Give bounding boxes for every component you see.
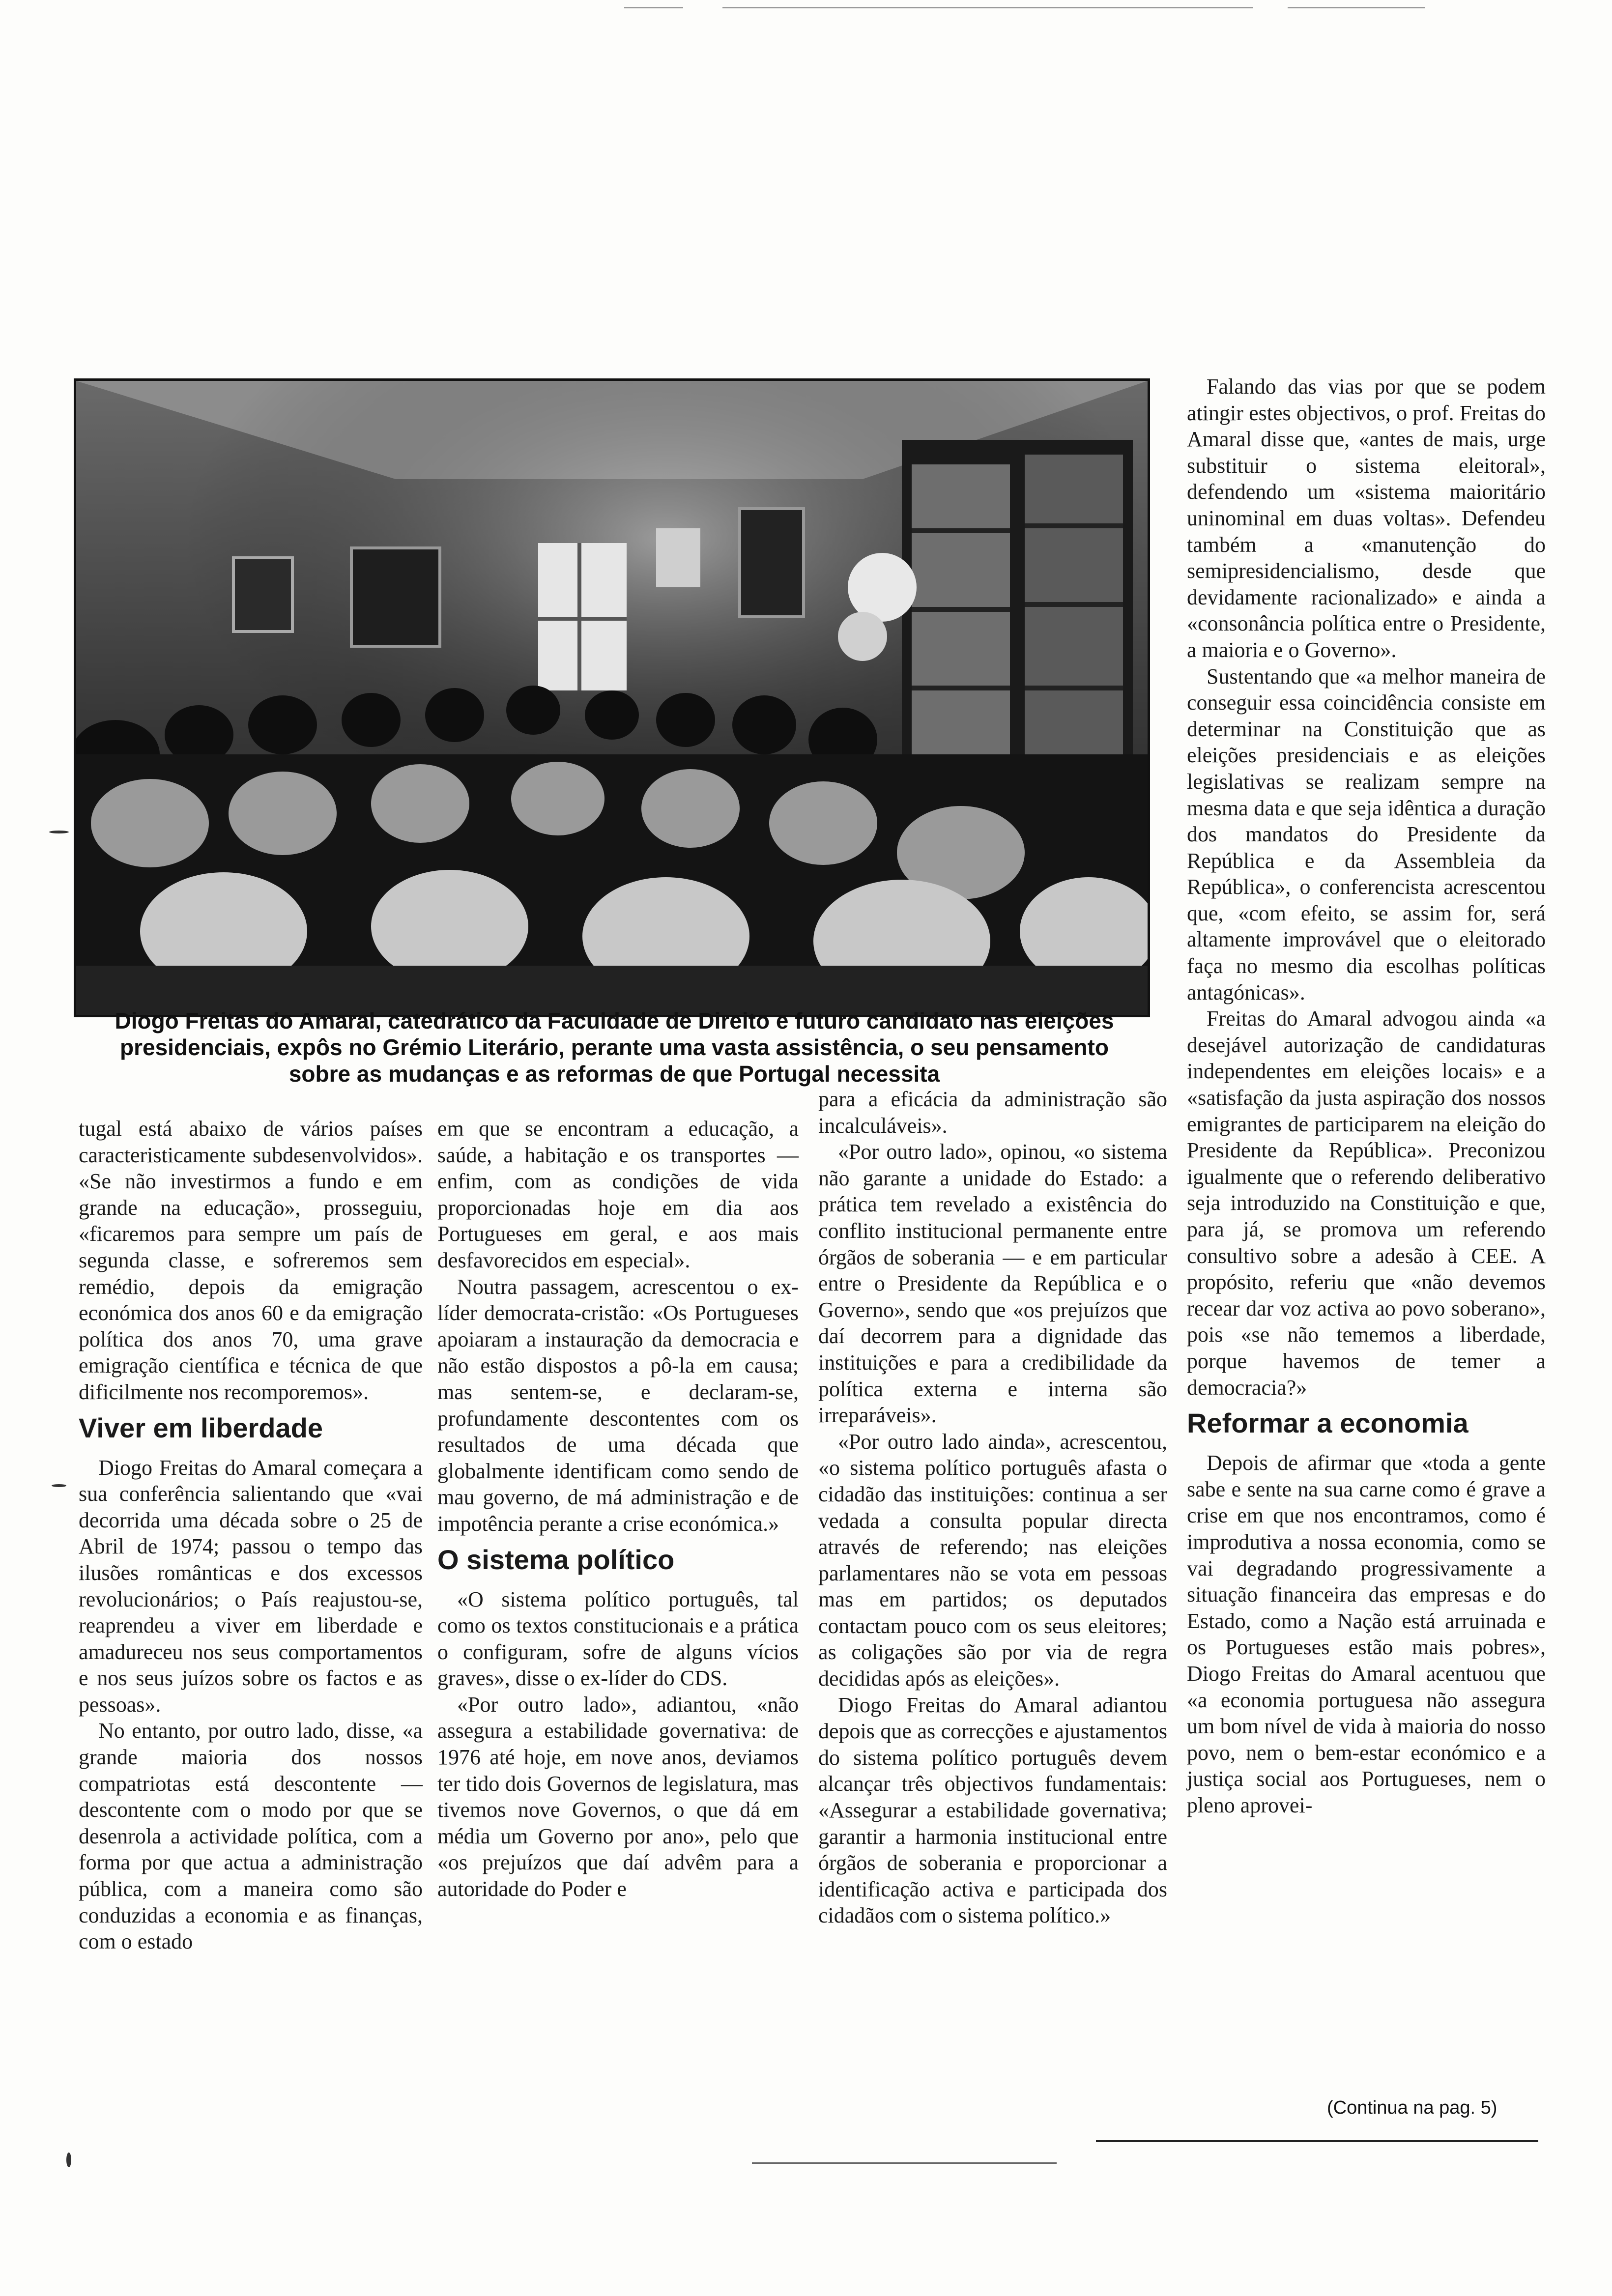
col1-paragraph-3: No entanto, por outro lado, disse, «a grande maioria dos nossos compatriotas está descontente — descontente com o modo por que se desenrola a actividade política, com a forma por que actua a administração pública, com a maneira como são conduzidas a economia e as finanças, com o estado xyxy=(79,1719,423,1954)
col4-paragraph-2: Sustentando que «a melhor maneira de conseguir essa coincidência consiste em determinar na Constituição que as eleições presidenciais e as eleições legislativas se realizam sempre na mesma data e que seja idêntica a duração dos mandatos do Presidente da República e da Assembleia da República», o conferencista acrescentou que, «com efeito, se assim for, será altamente improvável que o eleitorado faça no mesmo dia escolhas políticas antagónicas». xyxy=(1187,664,1546,1004)
col4-paragraph-1: Falando das vias por que se podem atingir estes objectivos, o prof. Freitas do Amaral disse que, «antes de mais, urge substituir o sistema eleitoral», defendendo um «sistema maioritário uninominal em duas voltas». Defendeu também a «manutenção do semipresidencialismo, desde que devidamente racionalizado» e ainda a «consonância política entre o Presidente, a maioria e o Governo». xyxy=(1187,374,1546,662)
scan-speck xyxy=(49,831,69,833)
col3-paragraph-2: «Por outro lado», opinou, «o sistema não garante a unidade do Estado: a prática tem revelado a existência do conflito institucional permanente entre órgãos de soberania — e em particular entre o Presidente da República e o Governo», sendo que «os prejuízos que daí decorrem para a dignidade das instituições e para a credibilidade da política externa e interna são irreparáveis». xyxy=(818,1140,1167,1428)
section-heading-o-sistema-politico: O sistema político xyxy=(437,1544,675,1575)
col2-paragraph-3: «O sistema político português, tal como os textos constitucionais e a prática o configuram, sofre de alguns vícios graves», disse o ex-líder do CDS. xyxy=(437,1587,799,1691)
conference-photo-drawing xyxy=(76,381,1148,1015)
col2-paragraph-2: Noutra passagem, acrescentou o ex-líder democrata-cristão: «Os Portugueses apoiaram a instauração da democracia e não estão dispostos a pô-la em causa; mas sentem-se, e declaram-se, profundamente descontentes com os resultados de uma década que globalmente identificam como sendo de mau governo, de má administração e de impotência perante a crise económica.» xyxy=(437,1274,799,1536)
photo-caption xyxy=(64,1007,1165,1087)
scan-speck xyxy=(52,1484,66,1487)
continuation-note: (Continua na pag. 5) xyxy=(1327,2097,1497,2118)
caption-line-2: presidenciais, expôs no Grémio Literário, perante uma vasta assistência, o seu pensamento xyxy=(120,1034,1109,1060)
col2-paragraph-1: em que se encontram a educação, a saúde, a habitação e os transportes — enfim, com as condições de vida proporcionadas hoje em dia aos Portugueses em geral, e aos mais desfavorecidos em especial». xyxy=(437,1117,799,1272)
article-column-1 xyxy=(79,1116,423,1955)
section-heading-reformar-a-economia: Reformar a economia xyxy=(1187,1407,1468,1439)
conference-photo xyxy=(74,378,1150,1017)
col3-paragraph-3: «Por outro lado ainda», acrescentou, «o sistema político português afasta o cidadão das instituições: continua a ser vedada a consulta popular directa através de referendo; nas eleições parlamentares não se vota em pessoas mas em partidos; os deputados contactam pouco com os seus eleitores; as coligações são por via de regra decididas após as eleições». xyxy=(818,1429,1167,1691)
col3-paragraph-4: Diogo Freitas do Amaral adiantou depois que as correcções e ajustamentos do sistema político português devem alcançar três objectivos fundamentais: «Assegurar a estabilidade governativa; garantir a harmonia institucional entre órgãos de soberania e proporcionar a identificação activa e participada dos cidadãos com o sistema político.» xyxy=(818,1693,1167,1928)
top-rule-mid xyxy=(722,7,1253,8)
col4-paragraph-3: Freitas do Amaral advogou ainda «a desejável autorização de candidaturas independentes em eleições locais» e a «satisfação da justa aspiração dos nossos emigrantes de participarem na eleição do Presidente da República». Preconizou igualmente que o referendo deliberativo seja introduzido na Constituição e que, para já, se promova um referendo consultivo sobre a adesão à CEE. A propósito, referiu que «não devemos recear dar voz activa ao povo soberano», pois «se não tememos a liberdade, porque havemos de temer a democracia?» xyxy=(1187,1006,1546,1400)
col4-paragraph-4: Depois de afirmar que «toda a gente sabe e sente na sua carne como é grave a crise em que nos encontramos, como é improdutiva a nossa economia, como se vai degradando progressivamente a situação financeira das empresas e do Estado, como a Nação está arruinada e os Portugueses estão mais pobres», Diogo Freitas do Amaral acentuou que «a economia portuguesa não assegura um bom nível de vida à maioria do nosso povo, nem o bem-estar económico e a justiça social aos Portugueses, nem o pleno aprovei- xyxy=(1187,1451,1546,1817)
article-column-4 xyxy=(1187,373,1546,1818)
section-heading-viver-em-liberdade: Viver em liberdade xyxy=(79,1412,323,1443)
col1-paragraph-2: Diogo Freitas do Amaral começara a sua conferência salientando que «vai decorrida uma década sobre o 25 de Abril de 1974; passou o tempo das ilusões românticas e dos excessos revolucionários; o País reajustou-se, reaprendeu a viver em liberdade e amadureceu nos seus comportamentos e nos seus juízos sobre os factos e as pessoas». xyxy=(79,1455,423,1717)
top-rule-left xyxy=(624,7,683,8)
col3-paragraph-1: para a eficácia da administração são incalculáveis». xyxy=(818,1087,1167,1138)
top-rule-right xyxy=(1288,7,1425,8)
article-column-3 xyxy=(818,1086,1167,1929)
bottom-rule-right xyxy=(1096,2140,1538,2142)
col1-paragraph-1: tugal está abaixo de vários países caracteristicamente subdesenvolvidos». «Se não investirmos a fundo e em grande na educação», prosseguiu, «ficaremos para sempre um país de segunda classe, e sofreremos sem remédio, depois da emigração económica dos anos 60 e da emigração política dos anos 70, uma grave emigração científica e técnica de que dificilmente nos recomporemos». xyxy=(79,1117,423,1404)
caption-line-3: sobre as mudanças e as reformas de que Portugal necessita xyxy=(288,1061,940,1087)
scan-speck xyxy=(66,2152,71,2167)
caption-line-1: Diogo Freitas do Amaral, catedrático da Faculdade de Direito e futuro candidato nas eleições xyxy=(115,1008,1114,1033)
article-column-2 xyxy=(437,1116,799,1902)
col2-paragraph-4: «Por outro lado», adiantou, «não assegura a estabilidade governativa: de 1976 até hoje, em nove anos, deviamos ter tido dois Governos de legislatura, mas tivemos nove Governos, o que dá em média um Governo por ano», pelo que «os prejuízos que daí advêm para a autoridade do Poder e xyxy=(437,1692,799,1901)
bottom-rule-left xyxy=(752,2162,1057,2164)
